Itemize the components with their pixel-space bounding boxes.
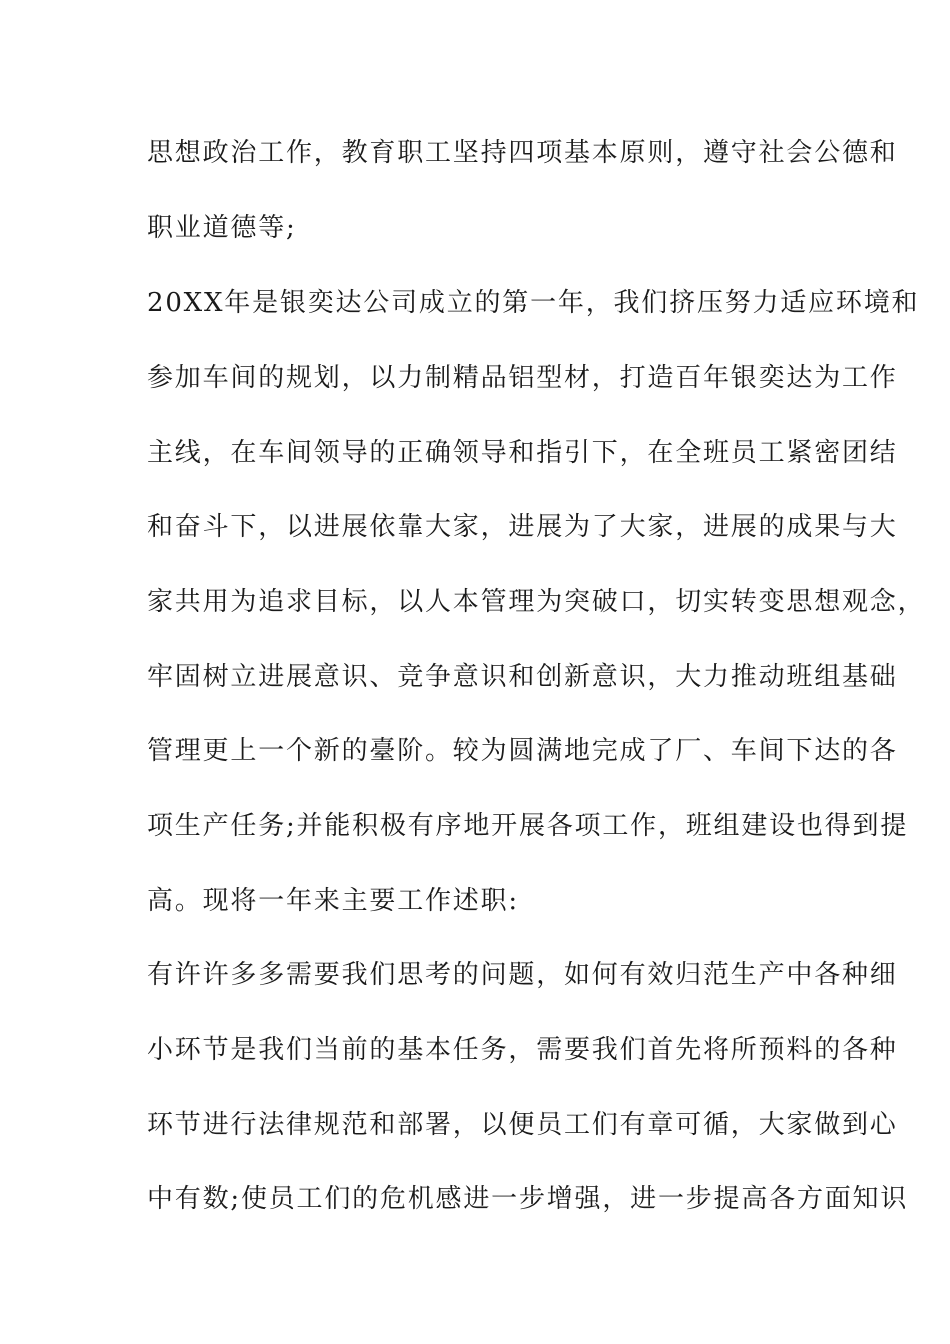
- text-line: 思想政治工作，教育职工坚持四项基本原则，遵守社会公德和: [147, 138, 898, 168]
- text-line: 和奋斗下，以进展依靠大家，进展为了大家，进展的成果与大: [147, 512, 898, 542]
- text-line: 参加车间的规划，以力制精品铝型材，打造百年银奕达为工作: [147, 363, 898, 393]
- text-line: 职业道德等;: [147, 213, 297, 243]
- text-line: 环节进行法律规范和部署，以便员工们有章可循，大家做到心: [147, 1110, 898, 1140]
- text-line: 20XX年是银奕达公司成立的第一年，我们挤压努力适应环境和: [147, 288, 920, 318]
- text-line: 牢固树立进展意识、竞争意识和创新意识，大力推动班组基础: [147, 662, 898, 692]
- text-line: 有许许多多需要我们思考的问题，如何有效归范生产中各种细: [147, 960, 898, 990]
- text-line: 高。现将一年来主要工作述职:: [147, 886, 519, 916]
- text-line: 主线，在车间领导的正确领导和指引下，在全班员工紧密团结: [147, 438, 898, 468]
- text-line: 家共用为追求目标，以人本管理为突破口，切实转变思想观念，: [147, 587, 926, 617]
- text-line: 项生产任务;并能积极有序地开展各项工作，班组建设也得到提: [147, 811, 909, 841]
- text-line: 中有数;使员工们的危机感进一步增强，进一步提高各方面知识: [147, 1184, 909, 1214]
- text-line: 小环节是我们当前的基本任务，需要我们首先将所预料的各种: [147, 1035, 898, 1065]
- text-line: 管理更上一个新的臺阶。较为圆满地完成了厂、车间下达的各: [147, 736, 898, 766]
